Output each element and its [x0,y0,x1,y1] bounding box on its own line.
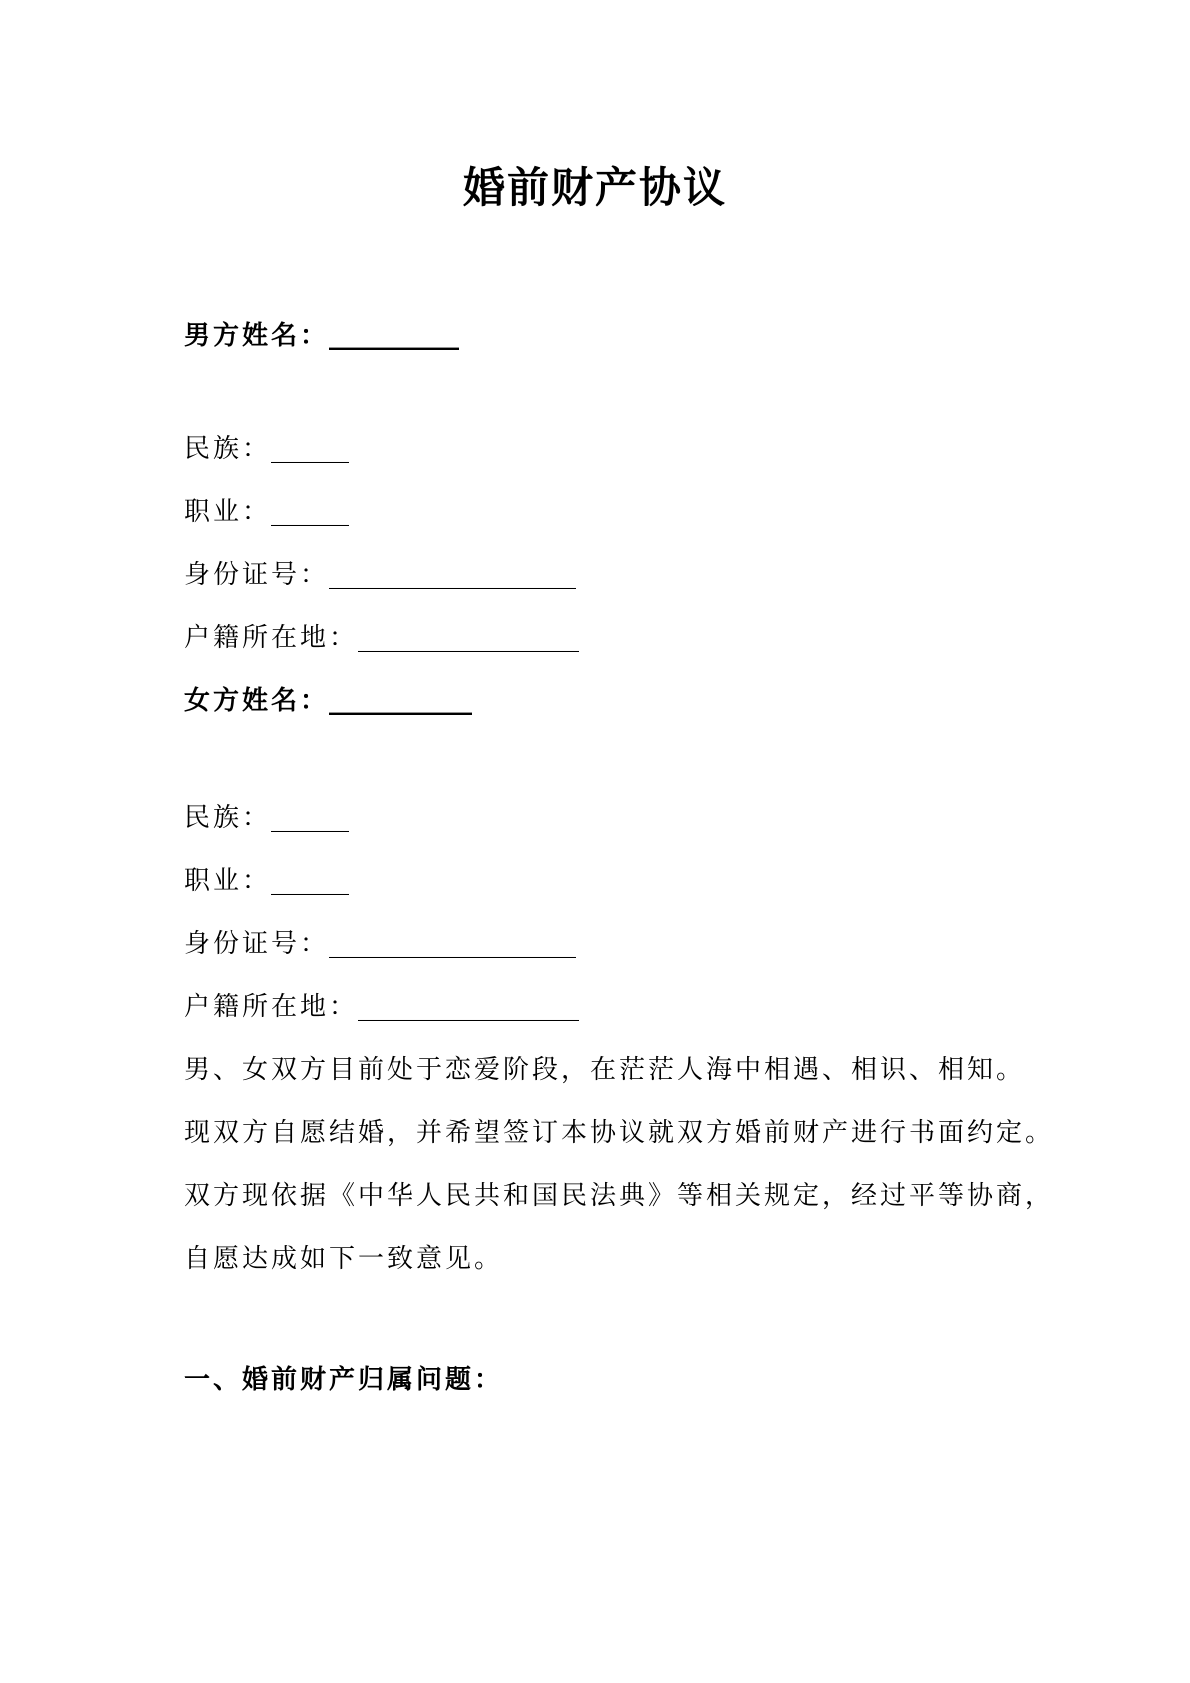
female-residence-row [184,989,579,1025]
male-ethnicity-blank: ______ [271,434,350,464]
paragraph-line: 现双方自愿结婚，并希望签订本协议就双方婚前财产进行书面约定。 [184,1118,1055,1148]
male-occupation-blank: ______ [271,497,350,527]
male-residence-row [184,620,579,656]
female-id-blank: ___________________ [329,929,577,959]
paragraph-line: 双方现依据《中华人民共和国民法典》等相关规定，经过平等协商， [184,1181,1055,1211]
female-occupation-row [184,863,349,899]
female-ethnicity-label: 民族： [184,803,272,833]
male-occupation-label: 职业： [184,497,272,527]
male-id-blank: ___________________ [329,560,577,590]
male-name-blank: __________ [329,321,460,351]
male-ethnicity-row [184,431,349,467]
male-residence-blank: _________________ [358,623,580,653]
document-title: 婚前财产协议 [462,163,727,212]
male-name-label: 男方姓名： [184,321,330,351]
female-name-row [184,683,472,719]
female-id-row [184,926,576,962]
male-name-row [184,318,459,354]
male-residence-label: 户籍所在地： [184,623,359,653]
female-ethnicity-row [184,800,349,836]
female-name-blank: ___________ [329,686,473,716]
female-name-label: 女方姓名： [184,686,330,716]
female-occupation-blank: ______ [271,866,350,896]
female-residence-blank: _________________ [358,992,580,1022]
female-residence-label: 户籍所在地： [184,992,359,1022]
paragraph-line: 男、女双方目前处于恋爱阶段，在茫茫人海中相遇、相识、相知。 [184,1055,1026,1085]
section-heading: 一、婚前财产归属问题： [184,1365,504,1395]
female-occupation-label: 职业： [184,866,272,896]
male-id-row [184,557,576,593]
female-ethnicity-blank: ______ [271,803,350,833]
female-id-label: 身份证号： [184,929,330,959]
male-occupation-row [184,494,349,530]
male-id-label: 身份证号： [184,560,330,590]
male-ethnicity-label: 民族： [184,434,272,464]
paragraph-line: 自愿达成如下一致意见。 [184,1244,504,1274]
